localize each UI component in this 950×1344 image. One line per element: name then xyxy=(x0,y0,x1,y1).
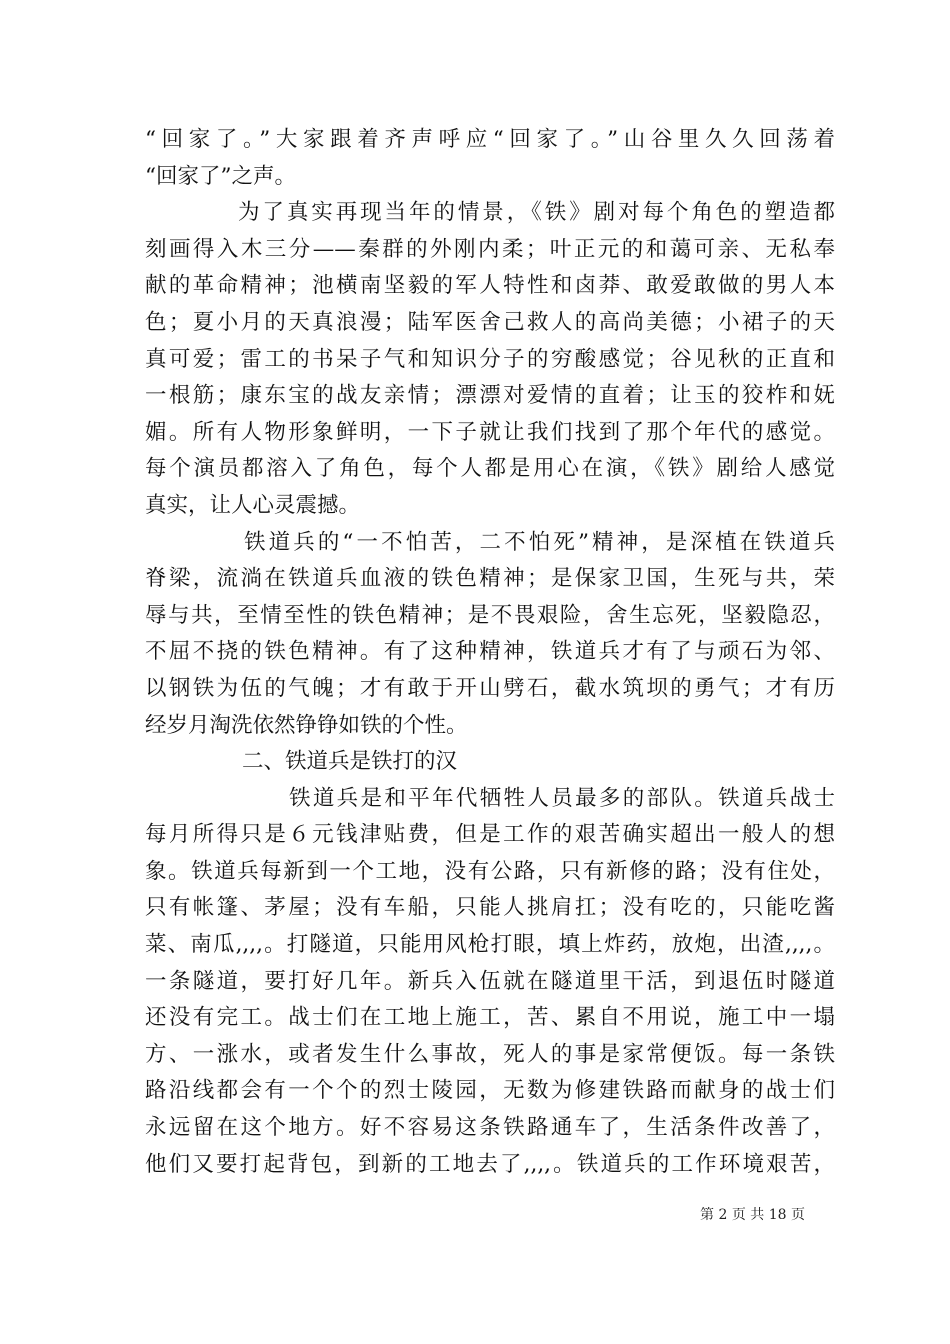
text-line: 不屈不挠的铁色精神。有了这种精神，铁道兵才有了与顽石为邻、 xyxy=(145,639,835,665)
text-line: 媚。所有人物形象鲜明，一下子就让我们找到了那个年代的感觉。 xyxy=(145,419,835,445)
text-line: 还没有完工。战士们在工地上施工，苦、累自不用说，施工中一塌 xyxy=(145,1005,835,1031)
text-line: 每月所得只是６元钱津贴费，但是工作的艰苦确实超出一般人的想 xyxy=(145,822,835,848)
text-line: 色；夏小月的天真浪漫；陆军医舍己救人的高尚美德；小裙子的天 xyxy=(145,309,835,335)
paragraph-1 xyxy=(145,122,835,195)
text-line: 真实，让人心灵震撼。 xyxy=(145,492,361,518)
text-line: 铁道兵的“一不怕苦，二不怕死”精神，是深植在铁道兵 xyxy=(244,529,835,555)
text-line: 他们又要打起背包，到新的工地去了,,,,。铁道兵的工作环境艰苦， xyxy=(145,1151,835,1177)
paragraph-4 xyxy=(145,781,835,1184)
text-line: 一条隧道，要打好几年。新兵入伍就在隧道里干活，到退伍时隧道 xyxy=(145,968,835,994)
text-line: 刻画得入木三分——秦群的外刚内柔；叶正元的和蔼可亲、无私奉 xyxy=(145,236,835,262)
text-line: “回家了。”大家跟着齐声呼应“回家了。”山谷里久久回荡着 xyxy=(145,127,835,152)
text-line: “回家了”之声。 xyxy=(145,163,296,189)
text-line: 只有帐篷、茅屋；没有车船，只能人挑肩扛；没有吃的，只能吃酱 xyxy=(145,895,835,921)
text-line: 真可爱；雷工的书呆子气和知识分子的穷酸感觉；谷见秋的正直和 xyxy=(145,346,835,372)
text-line: 以钢铁为伍的气魄；才有敢于开山劈石，截水筑坝的勇气；才有历 xyxy=(145,675,835,701)
text-line: 菜、南瓜,,,,。打隧道，只能用风枪打眼，填上炸药，放炮，出渣,,,,。 xyxy=(145,932,835,958)
text-line: 经岁月淘洗依然铮铮如铁的个性。 xyxy=(145,712,468,738)
document-body xyxy=(145,122,835,1183)
text-line: 永远留在这个地方。好不容易这条铁路通车了，生活条件改善了， xyxy=(145,1115,835,1141)
section-heading xyxy=(145,744,835,781)
text-line: 献的革命精神；池横南坚毅的军人特性和卤莽、敢爱敢做的男人本 xyxy=(145,273,835,299)
text-line: 路沿线都会有一个个的烈士陵园，无数为修建铁路而献身的战士们 xyxy=(145,1078,835,1104)
text-line: 铁道兵是和平年代牺牲人员最多的部队。铁道兵战士 xyxy=(289,785,835,811)
text-line: 为了真实再现当年的情景，《铁》剧对每个角色的塑造都 xyxy=(238,200,835,226)
paragraph-3 xyxy=(145,525,835,745)
text-line: 每个演员都溶入了角色，每个人都是用心在演，《铁》剧给人感觉 xyxy=(145,456,835,482)
paragraph-2 xyxy=(145,195,835,524)
heading-text: 二、铁道兵是铁打的汉 xyxy=(242,749,458,775)
text-line: 辱与共，至情至性的铁色精神；是不畏艰险，舍生忘死，坚毅隐忍， xyxy=(145,602,835,628)
text-line: 方、一涨水，或者发生什么事故，死人的事是家常便饭。每一条铁 xyxy=(145,1041,835,1067)
text-line: 脊梁，流淌在铁道兵血液的铁色精神；是保家卫国，生死与共，荣 xyxy=(145,566,835,592)
text-line: 象。铁道兵每新到一个工地，没有公路，只有新修的路；没有住处， xyxy=(145,858,835,884)
page-number: 第 2 页 共 18 页 xyxy=(700,1207,805,1223)
text-line: 一根筋；康东宝的战友亲情；漂漂对爱情的直着；让玉的狡柞和妩 xyxy=(145,383,835,409)
